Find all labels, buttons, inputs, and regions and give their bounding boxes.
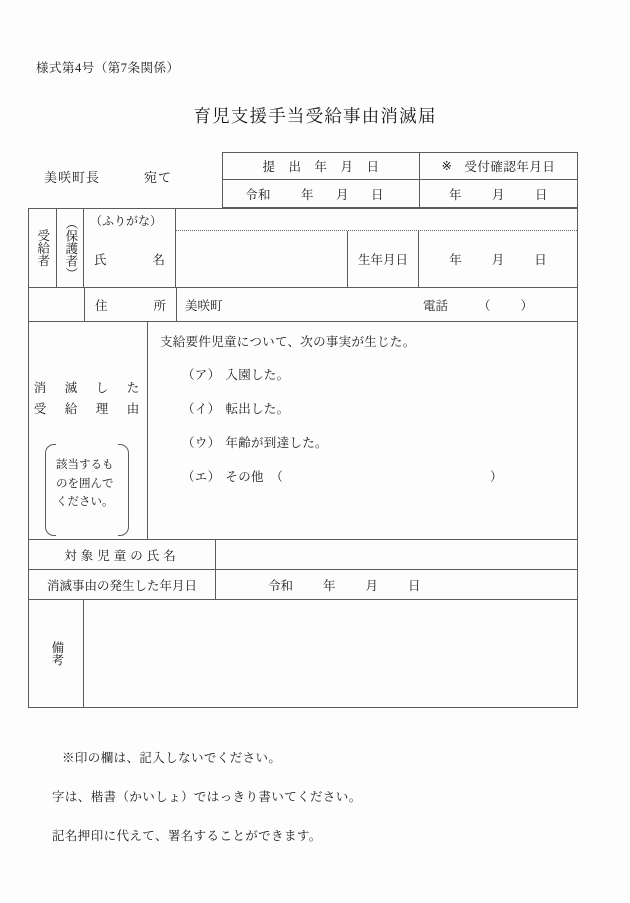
submit-month-label: 月 [336, 187, 350, 202]
addressee-mayor: 美咲町長 [44, 170, 101, 185]
birthdate-input[interactable] [419, 231, 577, 287]
occurrence-date-input[interactable] [216, 570, 577, 599]
occurrence-date-row [29, 570, 577, 600]
reason-option-a[interactable] [160, 365, 577, 383]
page-title: 育児支援手当受給事由消滅届 [193, 106, 437, 126]
receipt-mark-icon: ※ [441, 159, 453, 173]
furigana-row [84, 209, 577, 231]
reason-option-d-marker: （エ） [182, 470, 221, 484]
submit-year-label: 年 [301, 187, 315, 202]
name-row [84, 231, 577, 287]
birth-day-label: 日 [534, 253, 547, 267]
birthdate-label: 生年月日 [347, 231, 419, 287]
receipt-date-header [420, 153, 577, 179]
reason-option-b[interactable] [160, 399, 577, 417]
footer-notes [52, 748, 362, 865]
phone-group[interactable] [423, 296, 533, 314]
instruction-text: 該当するものを囲んでください。 [56, 459, 114, 509]
reason-row [29, 322, 577, 540]
brace-left-icon [45, 444, 56, 536]
recipient-label: 受給者 [29, 209, 57, 287]
child-name-input[interactable] [216, 540, 577, 569]
birth-year-label: 年 [449, 253, 462, 267]
child-name-label: 対象児童の氏名 [29, 540, 216, 569]
reason-option-b-text: 転出した。 [225, 402, 290, 416]
reason-option-c-marker: （ウ） [182, 436, 221, 450]
receipt-month-label: 月 [491, 187, 505, 202]
receipt-year-label: 年 [448, 187, 462, 202]
occurrence-era-label: 令和 [268, 578, 294, 593]
submit-day-label: 日 [371, 187, 385, 202]
furigana-input[interactable] [176, 215, 577, 231]
recipient-fields [84, 209, 577, 287]
footer-note-1: ※印の欄は、記入しないでください。 [62, 751, 282, 765]
name-label: 氏 名 [84, 231, 176, 287]
reason-content [148, 322, 577, 539]
brace-right-icon [118, 444, 129, 536]
guardian-label: （保護者） [57, 209, 84, 287]
address-prefill: 美咲町 [185, 298, 223, 313]
reason-option-a-marker: （ア） [182, 368, 221, 382]
occurrence-date-label: 消滅事由の発生した年月日 [29, 570, 216, 599]
instruction-brace-box [45, 444, 129, 536]
receipt-date-value[interactable] [420, 180, 577, 207]
address-row-spacer [29, 288, 85, 321]
reason-option-a-text: 入園した。 [225, 368, 290, 382]
reason-option-d-close-paren: ） [490, 470, 503, 484]
footer-note-3: 記名押印に代えて、署名することができます。 [52, 829, 322, 843]
addressee-line [44, 167, 172, 186]
phone-label: 電話 [423, 298, 449, 313]
birth-month-label: 月 [491, 253, 505, 267]
reason-intro: 支給要件児童について、次の事実が生じた。 [160, 335, 416, 349]
receipt-date-header-label: 受付確認年月日 [464, 160, 556, 174]
footer-note-2: 字は、楷書（かいしょ）ではっきり書いてください。 [52, 790, 362, 804]
submit-era-label: 令和 [245, 187, 272, 202]
date-table-header-row [223, 153, 577, 180]
date-table-value-row [223, 180, 577, 207]
address-label: 住 所 [85, 288, 177, 321]
phone-paren-open: （ [478, 298, 491, 313]
main-form-table [28, 208, 578, 708]
form-number: 様式第4号（第7条関係） [36, 61, 180, 75]
reason-label-cell [29, 322, 148, 539]
name-input[interactable] [176, 231, 347, 287]
address-input[interactable] [177, 288, 577, 321]
child-name-row [29, 540, 577, 570]
remarks-input[interactable] [84, 600, 577, 707]
occurrence-day-label: 日 [408, 578, 421, 593]
remarks-row [29, 600, 577, 708]
occurrence-month-label: 月 [365, 578, 379, 593]
reason-option-d[interactable] [160, 467, 577, 485]
submission-date-table [222, 152, 578, 208]
reason-option-b-marker: （イ） [182, 402, 221, 416]
addressee-to: 宛て [144, 170, 173, 185]
furigana-label: （ふりがな） [84, 209, 176, 231]
submit-date-value[interactable] [223, 180, 420, 207]
reason-option-c-text: 年齢が到達した。 [225, 436, 328, 450]
receipt-day-label: 日 [534, 187, 548, 202]
occurrence-year-label: 年 [323, 578, 336, 593]
remarks-label: 備考 [29, 600, 84, 707]
reason-option-c[interactable] [160, 433, 577, 451]
reason-label: 消 滅 し た 受 給 理 由 [33, 381, 143, 417]
submit-date-header: 提 出 年 月 日 [223, 153, 420, 179]
address-row [29, 288, 577, 322]
recipient-block [29, 209, 577, 288]
phone-paren-close: ） [520, 298, 534, 313]
reason-option-d-text: その他 （ [225, 470, 284, 484]
